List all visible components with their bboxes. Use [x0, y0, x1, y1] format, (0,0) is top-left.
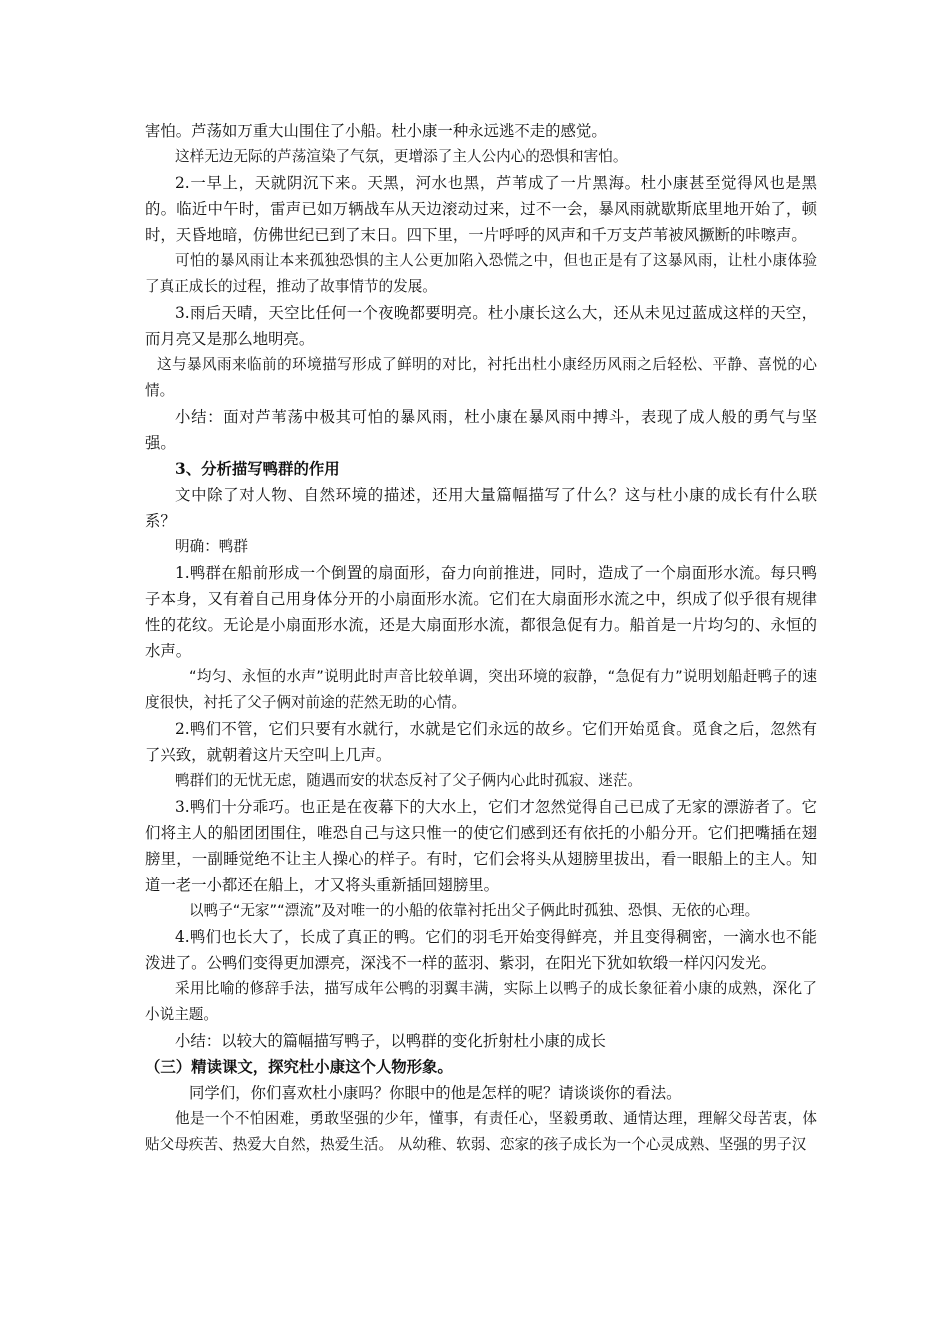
summary-storm: 小结：面对芦苇荡中极其可怕的暴风雨，杜小康在暴风雨中搏斗，表现了成人般的勇气与坚强。	[145, 408, 817, 452]
commentary-duck-grown: 采用比喻的修辞手法，描写成年公鸭的羽翼丰满，实际上以鸭子的成长象征着小康的成熟，深化了小说主题。	[145, 980, 817, 1023]
quote-storm: 2.一早上，天就阴沉下来。天黑，河水也黑，芦苇成了一片黑海。杜小康甚至觉得风也是黑的。临近中午时，雷声已如万辆战车从天边滚动过来，过不一会，暴风雨就歇斯底里地开始了，顿时，天昏地暗，仿佛世纪已到了末日。四下里，一片呼呼的风声和千万支芦苇被风撅断的咔嚓声。	[145, 174, 817, 244]
quote-duck-night: 3.鸭们十分乖巧。也正是在夜幕下的大水上，它们才忽然觉得自己已成了无家的漂游者了。它们将主人的船团团围住，唯恐自己与这只惟一的使它们感到还有依托的小船分开。它们把嘴插在翅膀里，一副睡觉绝不让主人操心的样子。有时，它们会将头从翅膀里拔出，看一眼船上的主人。知道一老一小都还在船上，才又将头重新插回翅膀里。	[145, 798, 817, 894]
answer-ducks: 明确：鸭群	[175, 538, 248, 555]
commentary-storm: 可怕的暴风雨让本来孤独恐惧的主人公更加陷入恐慌之中，但也正是有了这暴风雨，让杜小康体验了真正成长的过程，推动了故事情节的发展。	[145, 252, 817, 295]
quote-after-rain: 3.雨后天晴，天空比任何一个夜晚都要明亮。杜小康长这么大，还从未见过蓝成这样的天空，而月亮又是那么地明亮。	[145, 304, 817, 348]
question-ducks: 文中除了对人物、自然环境的描述，还用大量篇幅描写了什么？这与杜小康的成长有什么联系？	[145, 486, 817, 530]
section-heading-character: （三）精读课文，探究杜小康这个人物形象。	[145, 1058, 453, 1076]
document-page	[145, 118, 817, 1158]
commentary-after-rain: 这与暴风雨来临前的环境描写形成了鲜明的对比，衬托出杜小康经历风雨之后轻松、平静、喜悦的心情。	[145, 356, 817, 399]
question-character: 同学们，你们喜欢杜小康吗？你眼中的他是怎样的呢？请谈谈你的看法。	[189, 1084, 682, 1102]
quote-duck-fan: 1.鸭群在船前形成一个倒置的扇面形，奋力向前推进，同时，造成了一个扇面形水流。每只鸭子本身，又有着自己用身体分开的小扇面形水流。它们在大扇面形水流之中，织成了似乎很有规律性的花纹。无论是小扇面形水流，还是大扇面形水流，都很急促有力。船首是一片均匀的、永恒的水声。	[145, 564, 817, 660]
paragraph-reed-fear: 害怕。芦荡如万重大山围住了小船。杜小康一种永远逃不走的感觉。	[145, 122, 607, 140]
answer-character: 他是一个不怕困难，勇敢坚强的少年，懂事，有责任心，坚毅勇敢、通情达理，理解父母苦衷，体贴父母疾苦、热爱大自然，热爱生活。 从幼稚、软弱、恋家的孩子成长为一个心灵成熟、坚强的男子汉	[145, 1110, 817, 1153]
quote-duck-grown: 4.鸭们也长大了，长成了真正的鸭。它们的羽毛开始变得鲜亮，并且变得稠密，一滴水也不能泼进了。公鸭们变得更加漂亮，深浅不一样的蓝羽、紫羽，在阳光下犹如软缎一样闪闪发光。	[145, 928, 817, 972]
summary-ducks: 小结：以较大的篇幅描写鸭子，以鸭群的变化折射杜小康的成长	[175, 1032, 606, 1050]
commentary-reed-atmosphere: 这样无边无际的芦荡渲染了气氛，更增添了主人公内心的恐惧和害怕。	[175, 148, 628, 165]
commentary-duck-fan: “均匀、永恒的水声”说明此时声音比较单调，突出环境的寂静，“急促有力”说明划船赶鸭子的速度很快，衬托了父子俩对前途的茫然无助的心情。	[145, 668, 817, 711]
section-heading-ducks: 3、分析描写鸭群的作用	[175, 460, 340, 478]
commentary-duck-home: 鸭群们的无忧无虑，随遇而安的状态反衬了父子俩内心此时孤寂、迷茫。	[175, 772, 643, 789]
quote-duck-home: 2.鸭们不管，它们只要有水就行，水就是它们永远的故乡。它们开始觅食。觅食之后，忽然有了兴致，就朝着这片天空叫上几声。	[145, 720, 817, 764]
commentary-duck-night: 以鸭子“无家”“漂流”及对唯一的小船的依靠衬托出父子俩此时孤独、恐惧、无依的心理。	[189, 902, 760, 919]
